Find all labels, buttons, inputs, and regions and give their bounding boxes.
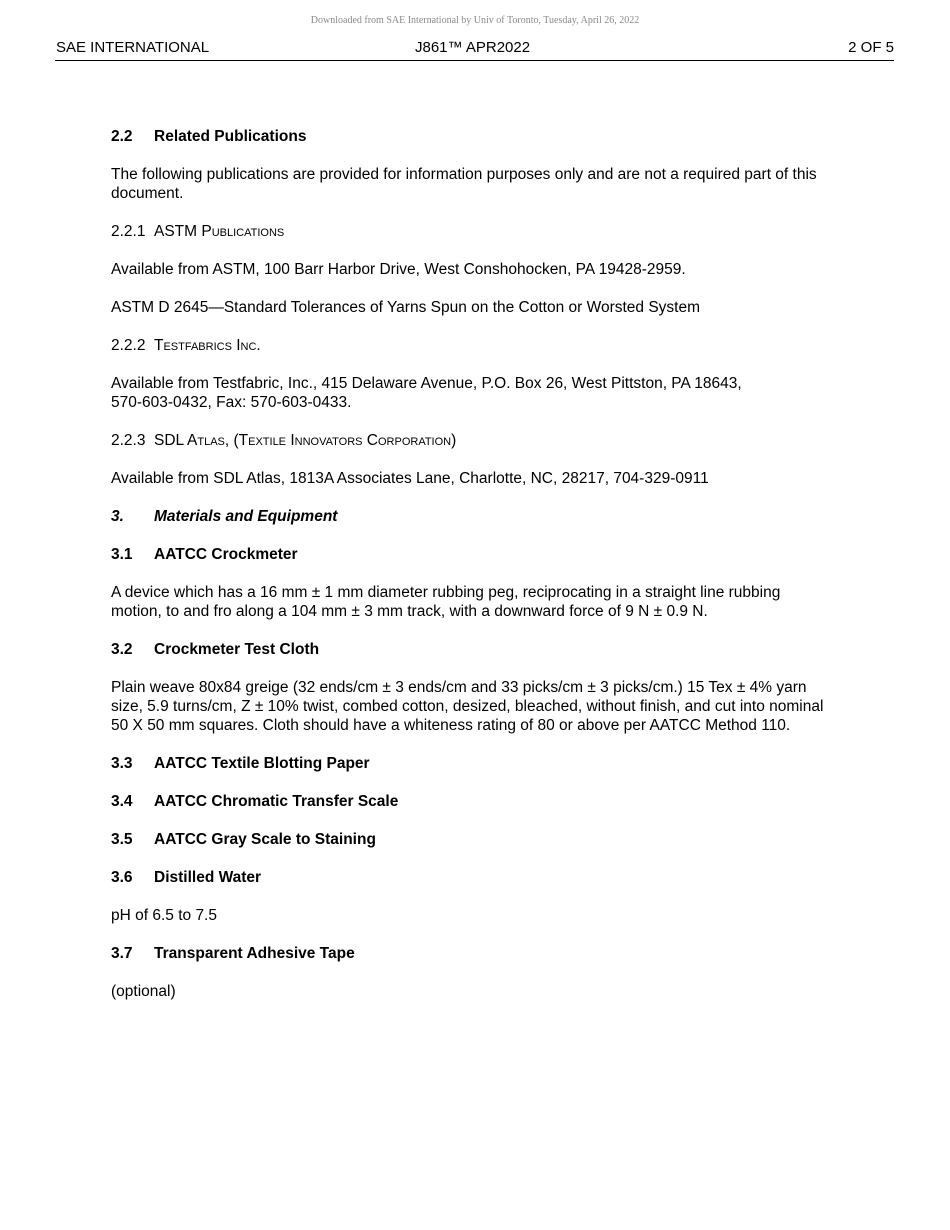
subsection-number: 2.2.1 [111, 223, 146, 240]
section-heading-3-2 [111, 640, 846, 659]
section-heading-3-6 [111, 868, 846, 887]
section-title: Distilled Water [154, 869, 262, 886]
paragraph-crockmeter [111, 583, 846, 621]
subsection-heading-2-2-3 [111, 431, 846, 450]
section-number: 3.1 [111, 546, 133, 563]
paragraph-adhesive-tape: (optional) [111, 983, 176, 1000]
section-title: AATCC Gray Scale to Staining [154, 831, 376, 848]
section-number: 3.6 [111, 869, 133, 886]
text-line: motion, to and fro along a 104 mm ± 3 mm track, with a downward force of 9 N ± 0.9 N. [111, 603, 708, 620]
section-title: AATCC Chromatic Transfer Scale [154, 793, 399, 810]
text-line: Plain weave 80x84 greige (32 ends/cm ± 3 ends/cm and 33 picks/cm ± 3 picks/cm.) 15 Tex ± 4% yarn [111, 679, 807, 696]
text-line: 570-603-0432, Fax: 570-603-0433. [111, 394, 352, 411]
section-title: AATCC Textile Blotting Paper [154, 755, 370, 772]
subsection-number: 2.2.2 [111, 337, 146, 354]
subsection-heading-2-2-2 [111, 336, 846, 355]
section-heading-3 [111, 507, 846, 526]
text-line: A device which has a 16 mm ± 1 mm diameter rubbing peg, reciprocating in a straight line rubbing [111, 584, 781, 601]
section-heading-3-7 [111, 944, 846, 963]
page-header [55, 38, 894, 61]
section-number: 3.3 [111, 755, 133, 772]
section-heading-3-5 [111, 830, 846, 849]
paragraph-test-cloth [111, 678, 846, 735]
section-title: Transparent Adhesive Tape [154, 945, 355, 962]
subsection-title: SDL Atlas, (Textile Innovators Corporation) [154, 432, 457, 449]
paragraph-distilled-water: pH of 6.5 to 7.5 [111, 907, 217, 924]
section-number: 2.2 [111, 128, 133, 145]
section-number: 3.7 [111, 945, 133, 962]
section-title: Related Publications [154, 128, 307, 145]
section-number: 3.4 [111, 793, 133, 810]
section-title: Materials and Equipment [154, 508, 338, 525]
text-line: Available from Testfabric, Inc., 415 Delaware Avenue, P.O. Box 26, West Pittston, PA 18643, [111, 375, 742, 392]
paragraph-testfabrics-availability [111, 374, 846, 412]
section-number: 3. [111, 508, 124, 525]
section-heading-2-2 [111, 127, 846, 146]
subsection-title: ASTM Publications [154, 223, 285, 240]
paragraph-sdl-availability: Available from SDL Atlas, 1813A Associates Lane, Charlotte, NC, 28217, 704-329-0911 [111, 470, 709, 487]
paragraph-astm-availability: Available from ASTM, 100 Barr Harbor Drive, West Conshohocken, PA 19428-2959. [111, 261, 686, 278]
subsection-heading-2-2-1 [111, 222, 846, 241]
section-heading-3-4 [111, 792, 846, 811]
section-number: 3.2 [111, 641, 133, 658]
section-title: Crockmeter Test Cloth [154, 641, 320, 658]
subsection-number: 2.2.3 [111, 432, 146, 449]
section-number: 3.5 [111, 831, 133, 848]
section-heading-3-1 [111, 545, 846, 564]
header-doc-id: J861™ APR2022 [415, 39, 531, 56]
header-page-number: 2 OF 5 [848, 39, 894, 56]
document-body [111, 127, 846, 1001]
header-org: SAE INTERNATIONAL [56, 39, 210, 56]
paragraph-astm-reference: ASTM D 2645—Standard Tolerances of Yarns Spun on the Cotton or Worsted System [111, 299, 701, 316]
subsection-title: Testfabrics Inc. [154, 337, 261, 354]
section-heading-3-3 [111, 754, 846, 773]
text-line: 50 X 50 mm squares. Cloth should have a whiteness rating of 80 or above per AATCC Method 110. [111, 717, 791, 734]
text-line: size, 5.9 turns/cm, Z ± 10% twist, combed cotton, desized, bleached, without finish, and cut into nominal [111, 698, 824, 715]
paragraph-related-publications: The following publications are provided for information purposes only and are not a required part of this document. [111, 166, 817, 202]
download-note: Downloaded from SAE International by Univ of Toronto, Tuesday, April 26, 2022 [310, 15, 640, 26]
section-title: AATCC Crockmeter [154, 546, 298, 563]
